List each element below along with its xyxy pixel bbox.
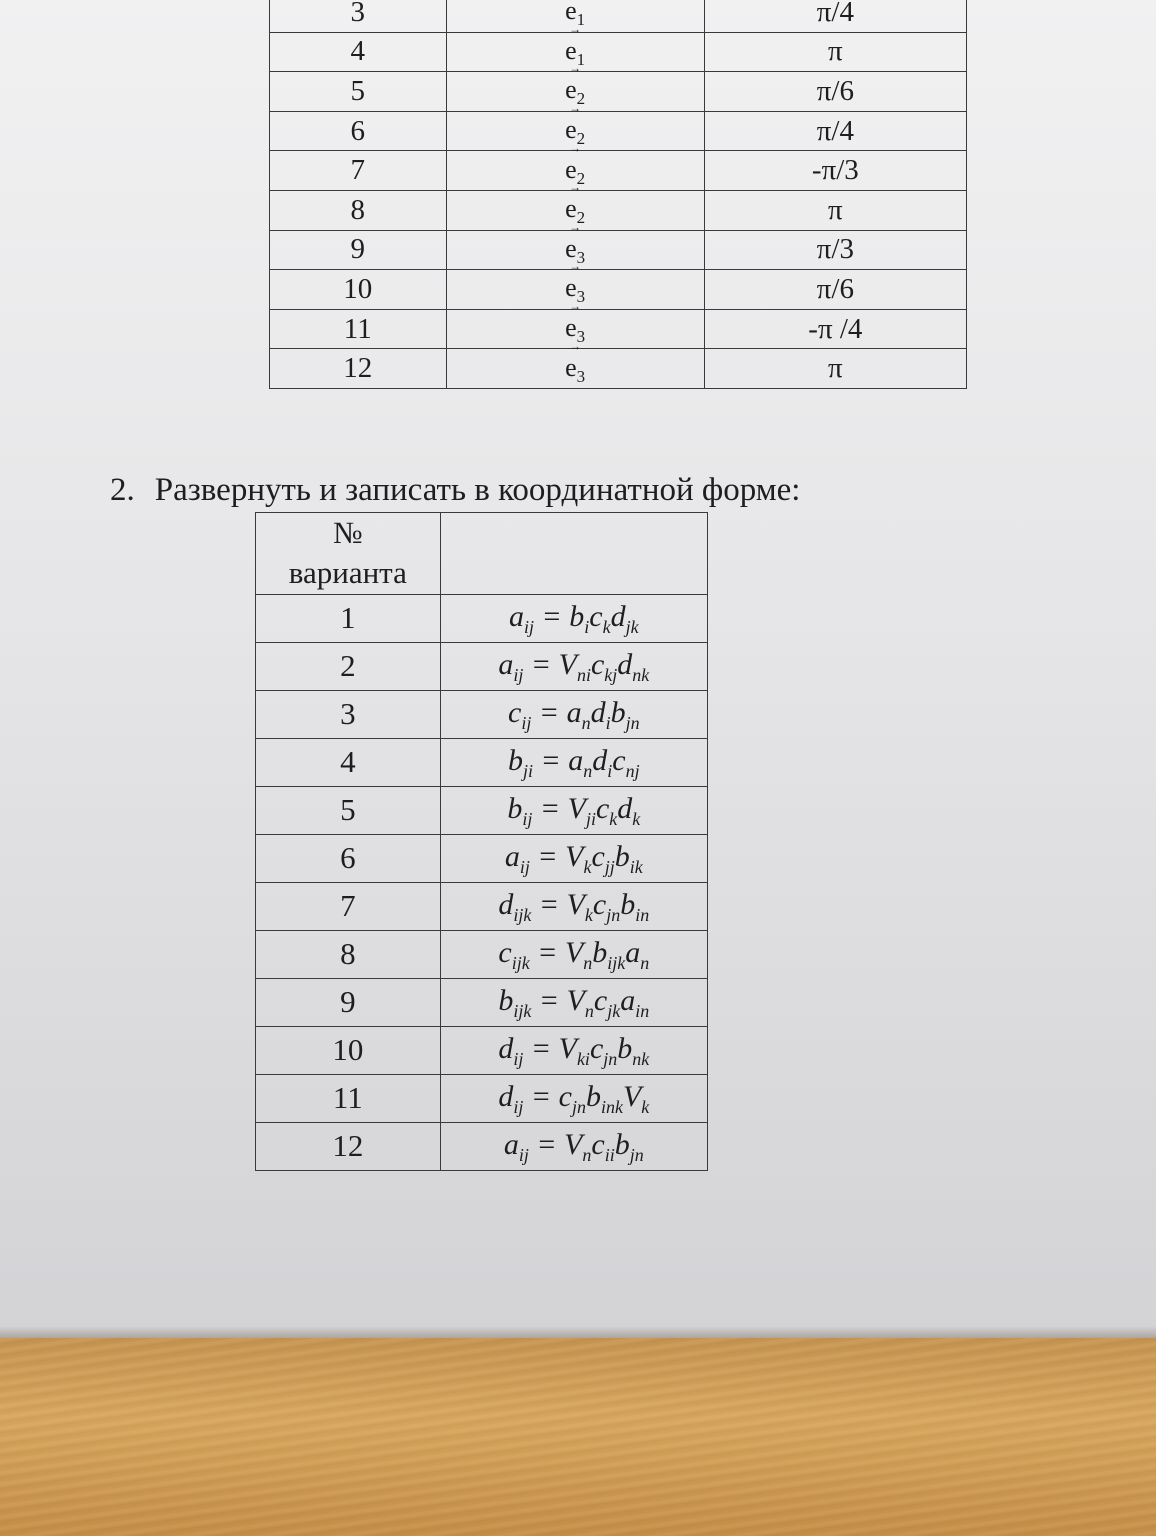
vector-index: 2 [576, 89, 586, 109]
rotation-angle: π/6 [704, 270, 966, 310]
header-formula [440, 513, 707, 595]
vector-arrow-icon: → [569, 100, 582, 115]
formula-cell [440, 978, 707, 1026]
rotation-angle: π/4 [704, 0, 966, 32]
task-2-heading [110, 472, 800, 509]
tensor-symbol: c [591, 1128, 605, 1162]
tensor-indices: ij [519, 857, 530, 878]
equals-sign: = [531, 984, 567, 1018]
variant-number: 4 [256, 738, 441, 786]
tensor-symbol: d [498, 1032, 514, 1066]
tensor-indices: ji [585, 809, 596, 830]
tensor-symbol: c [498, 936, 512, 970]
table-row [270, 32, 967, 72]
tensor-formula [508, 744, 640, 782]
vector-letter: e [565, 352, 577, 382]
equals-sign: = [528, 1128, 565, 1162]
header-variant-word: варианта [288, 555, 407, 591]
tensor-indices: ni [576, 665, 591, 686]
tensor-indices: in [635, 1001, 650, 1022]
formula-cell [440, 1122, 707, 1170]
tensor-symbol: V [567, 792, 586, 826]
tensor-indices: ki [576, 1049, 590, 1070]
variant-number: 9 [270, 230, 447, 270]
tensor-indices: ij [513, 1049, 524, 1070]
rotation-angle: π/4 [704, 111, 966, 151]
rotation-angle: π [704, 349, 966, 389]
tensor-formula [498, 1080, 650, 1118]
tensor-indices: i [605, 713, 611, 734]
tensor-indices: jn [629, 1145, 644, 1166]
tensor-indices: ij [513, 1097, 524, 1118]
vector-letter: e [565, 35, 577, 65]
vector-letter: e [565, 0, 577, 26]
rotation-angle: π/3 [704, 230, 966, 270]
tensor-indices: kj [604, 665, 618, 686]
vector-letter: e [565, 233, 577, 263]
tensor-symbol: a [498, 648, 514, 682]
table-row [270, 190, 967, 230]
tensor-indices: jn [606, 905, 621, 926]
variant-number: 1 [256, 594, 441, 642]
tensor-indices: in [635, 905, 650, 926]
formula-cell [440, 834, 707, 882]
tensor-formula [498, 936, 650, 974]
table-row [256, 594, 708, 642]
tensor-symbol: d [590, 696, 606, 730]
vector-index: 1 [576, 10, 586, 30]
table-row [256, 690, 708, 738]
formula-cell [440, 738, 707, 786]
formula-cell [440, 882, 707, 930]
table-row [256, 978, 708, 1026]
wooden-desk [0, 1338, 1156, 1536]
vector-letter: e [565, 154, 577, 184]
variant-number: 12 [270, 349, 447, 389]
vector-index: 3 [576, 366, 586, 386]
tensor-indices: ij [521, 713, 532, 734]
table-row [270, 0, 967, 32]
expansion-variants-table [255, 512, 708, 1171]
tensor-indices: ij [522, 809, 533, 830]
table-row [256, 930, 708, 978]
tensor-indices: i [584, 617, 590, 638]
table-row [256, 738, 708, 786]
header-number-sign: № [333, 515, 363, 550]
formula-cell [440, 1074, 707, 1122]
formula-cell [440, 690, 707, 738]
tensor-symbol: c [595, 792, 610, 826]
tensor-symbol: d [592, 744, 608, 778]
vector-arrow-icon: → [569, 219, 582, 234]
tensor-symbol: a [504, 840, 520, 874]
tensor-symbol: c [589, 1032, 604, 1066]
rotation-angle: π [704, 190, 966, 230]
tensor-symbol: V [564, 1128, 583, 1162]
tensor-symbol: b [620, 888, 636, 922]
tensor-indices: jn [571, 1097, 586, 1118]
rotation-angle: -π /4 [704, 309, 966, 349]
tensor-symbol: b [610, 696, 626, 730]
tensor-symbol: d [610, 600, 626, 634]
tensor-symbol: c [590, 648, 605, 682]
vector-index: 2 [576, 208, 586, 228]
table-row [256, 834, 708, 882]
variant-number: 10 [256, 1026, 441, 1074]
vector-index: 3 [576, 287, 586, 307]
vector-index: 1 [576, 49, 586, 69]
vector-index: 3 [576, 247, 586, 267]
tensor-indices: nk [632, 1049, 650, 1070]
table-row [256, 1074, 708, 1122]
variant-number: 7 [256, 882, 441, 930]
vector-arrow-icon: → [569, 21, 582, 36]
equals-sign: = [531, 696, 567, 730]
equals-sign: = [533, 744, 569, 778]
tensor-indices: n [640, 953, 650, 974]
vector-arrow-icon: → [569, 338, 582, 353]
rotation-angle: π [704, 32, 966, 72]
tensor-indices: ij [513, 665, 524, 686]
tensor-symbol: c [558, 1080, 572, 1114]
tensor-symbol: b [498, 984, 514, 1018]
variant-number: 9 [256, 978, 441, 1026]
tensor-symbol: V [564, 936, 584, 970]
tensor-formula [498, 1032, 650, 1070]
tensor-symbol: d [617, 792, 633, 826]
formula-cell [440, 594, 707, 642]
header-variant-number [256, 513, 441, 595]
tensor-formula [504, 840, 643, 878]
equals-sign: = [523, 648, 559, 682]
tensor-formula [498, 984, 650, 1022]
tensor-indices: ijk [513, 905, 532, 926]
variant-number: 11 [256, 1074, 441, 1122]
table-row [256, 882, 708, 930]
vector-arrow-icon: → [569, 140, 582, 155]
tensor-symbol: a [568, 744, 584, 778]
equals-sign: = [523, 1032, 559, 1066]
equals-sign: = [534, 600, 570, 634]
variant-number: 11 [270, 309, 447, 349]
variant-number: 3 [256, 690, 441, 738]
tensor-indices: jn [603, 1049, 618, 1070]
formula-cell [440, 642, 707, 690]
tensor-symbol: V [558, 648, 577, 682]
tensor-indices: nk [632, 665, 650, 686]
variant-number: 8 [256, 930, 441, 978]
tensor-indices: i [607, 761, 613, 782]
tensor-symbol: V [566, 984, 585, 1018]
tensor-indices: k [583, 857, 592, 878]
variant-number: 5 [270, 72, 447, 112]
tensor-symbol: a [625, 936, 641, 970]
variant-number: 6 [270, 111, 447, 151]
equals-sign: = [529, 840, 566, 874]
tensor-indices: jj [604, 857, 615, 878]
tensor-symbol: c [592, 888, 607, 922]
vector-arrow-icon: → [569, 259, 582, 274]
table-row [270, 72, 967, 112]
table-row [256, 1122, 708, 1170]
task-number: 2. [110, 472, 135, 508]
table-row [270, 309, 967, 349]
tensor-symbol: V [565, 840, 584, 874]
table-row [256, 786, 708, 834]
tensor-indices: k [602, 617, 611, 638]
tensor-symbol: c [612, 744, 626, 778]
tensor-symbol: a [620, 984, 636, 1018]
tensor-symbol: d [498, 888, 514, 922]
table-row [270, 151, 967, 191]
tensor-indices: k [632, 809, 641, 830]
tensor-symbol: c [589, 600, 603, 634]
rotation-angle: -π/3 [704, 151, 966, 191]
equals-sign: = [531, 888, 567, 922]
equals-sign: = [529, 936, 565, 970]
table-header-row [256, 513, 708, 595]
tensor-symbol: a [566, 696, 582, 730]
equals-sign: = [523, 1080, 559, 1114]
axis-vector [446, 338, 704, 389]
tensor-indices: k [641, 1097, 650, 1118]
tensor-symbol: c [508, 696, 522, 730]
vector-letter: e [565, 75, 577, 105]
tensor-indices: ij [518, 1145, 529, 1166]
variant-number: 7 [270, 151, 447, 191]
table-row [270, 270, 967, 310]
tensor-symbol: b [614, 1128, 630, 1162]
tensor-symbol: b [592, 936, 608, 970]
tensor-symbol: V [622, 1080, 642, 1114]
vector-arrow-icon: → [569, 298, 582, 313]
tensor-symbol: a [503, 1128, 519, 1162]
variant-number: 10 [270, 270, 447, 310]
tensor-formula [507, 792, 641, 830]
vector-letter: e [565, 312, 577, 342]
rotation-variants-table [269, 0, 967, 389]
equals-sign: = [532, 792, 568, 826]
vector-letter: e [565, 194, 577, 224]
tensor-symbol: a [509, 600, 524, 634]
vector-index: 3 [576, 327, 586, 347]
tensor-indices: ink [600, 1097, 623, 1118]
tensor-indices: jk [607, 1001, 621, 1022]
tensor-indices: nj [625, 761, 640, 782]
tensor-indices: ij [524, 617, 535, 638]
tensor-symbol: V [566, 888, 585, 922]
vector-arrow-icon: → [569, 61, 582, 76]
formula-cell [440, 930, 707, 978]
tensor-indices: jk [625, 617, 639, 638]
variant-number: 2 [256, 642, 441, 690]
variant-number: 8 [270, 190, 447, 230]
variant-number: 4 [270, 32, 447, 72]
table-row [256, 642, 708, 690]
tensor-indices: n [582, 1145, 592, 1166]
rotation-angle: π/6 [704, 72, 966, 112]
tensor-symbol: b [614, 840, 630, 874]
tensor-formula [508, 696, 640, 734]
tensor-symbol: c [593, 984, 608, 1018]
vector-index: 2 [576, 168, 586, 188]
tensor-symbol: b [585, 1080, 601, 1114]
formula-cell [440, 786, 707, 834]
tensor-symbol: b [507, 792, 523, 826]
formula-cell [440, 1026, 707, 1074]
tensor-indices: ijk [607, 953, 626, 974]
tensor-indices: n [583, 761, 593, 782]
table-row [270, 230, 967, 270]
tensor-indices: ik [629, 857, 643, 878]
tensor-indices: n [581, 713, 591, 734]
variant-number: 6 [256, 834, 441, 882]
table-row [270, 111, 967, 151]
variant-number: 12 [256, 1122, 441, 1170]
tensor-indices: n [583, 953, 593, 974]
variant-number: 5 [256, 786, 441, 834]
vector-arrow-icon: → [569, 180, 582, 195]
table-row [256, 1026, 708, 1074]
tensor-indices: k [609, 809, 618, 830]
tensor-symbol: d [617, 648, 633, 682]
tensor-indices: ji [523, 761, 534, 782]
table-row [270, 349, 967, 389]
tensor-formula [503, 1128, 644, 1166]
variant-number: 3 [270, 0, 447, 32]
tensor-formula [498, 648, 650, 686]
tensor-symbol: b [569, 600, 585, 634]
tensor-formula [498, 888, 650, 926]
tensor-indices: n [584, 1001, 594, 1022]
unit-vector [565, 338, 586, 387]
tensor-symbol: b [508, 744, 523, 778]
tensor-symbol: d [498, 1080, 514, 1114]
task-text: Развернуть и записать в координатной форме: [154, 472, 801, 508]
tensor-symbol: V [558, 1032, 577, 1066]
tensor-symbol: c [591, 840, 605, 874]
vector-letter: e [565, 273, 577, 303]
tensor-indices: ijk [513, 1001, 532, 1022]
tensor-symbol: b [617, 1032, 633, 1066]
tensor-formula [509, 600, 639, 638]
tensor-indices: k [584, 905, 593, 926]
tensor-indices: jn [625, 713, 640, 734]
tensor-indices: ii [604, 1145, 615, 1166]
tensor-indices: ijk [511, 953, 530, 974]
vector-letter: e [565, 114, 577, 144]
vector-index: 2 [576, 129, 586, 149]
